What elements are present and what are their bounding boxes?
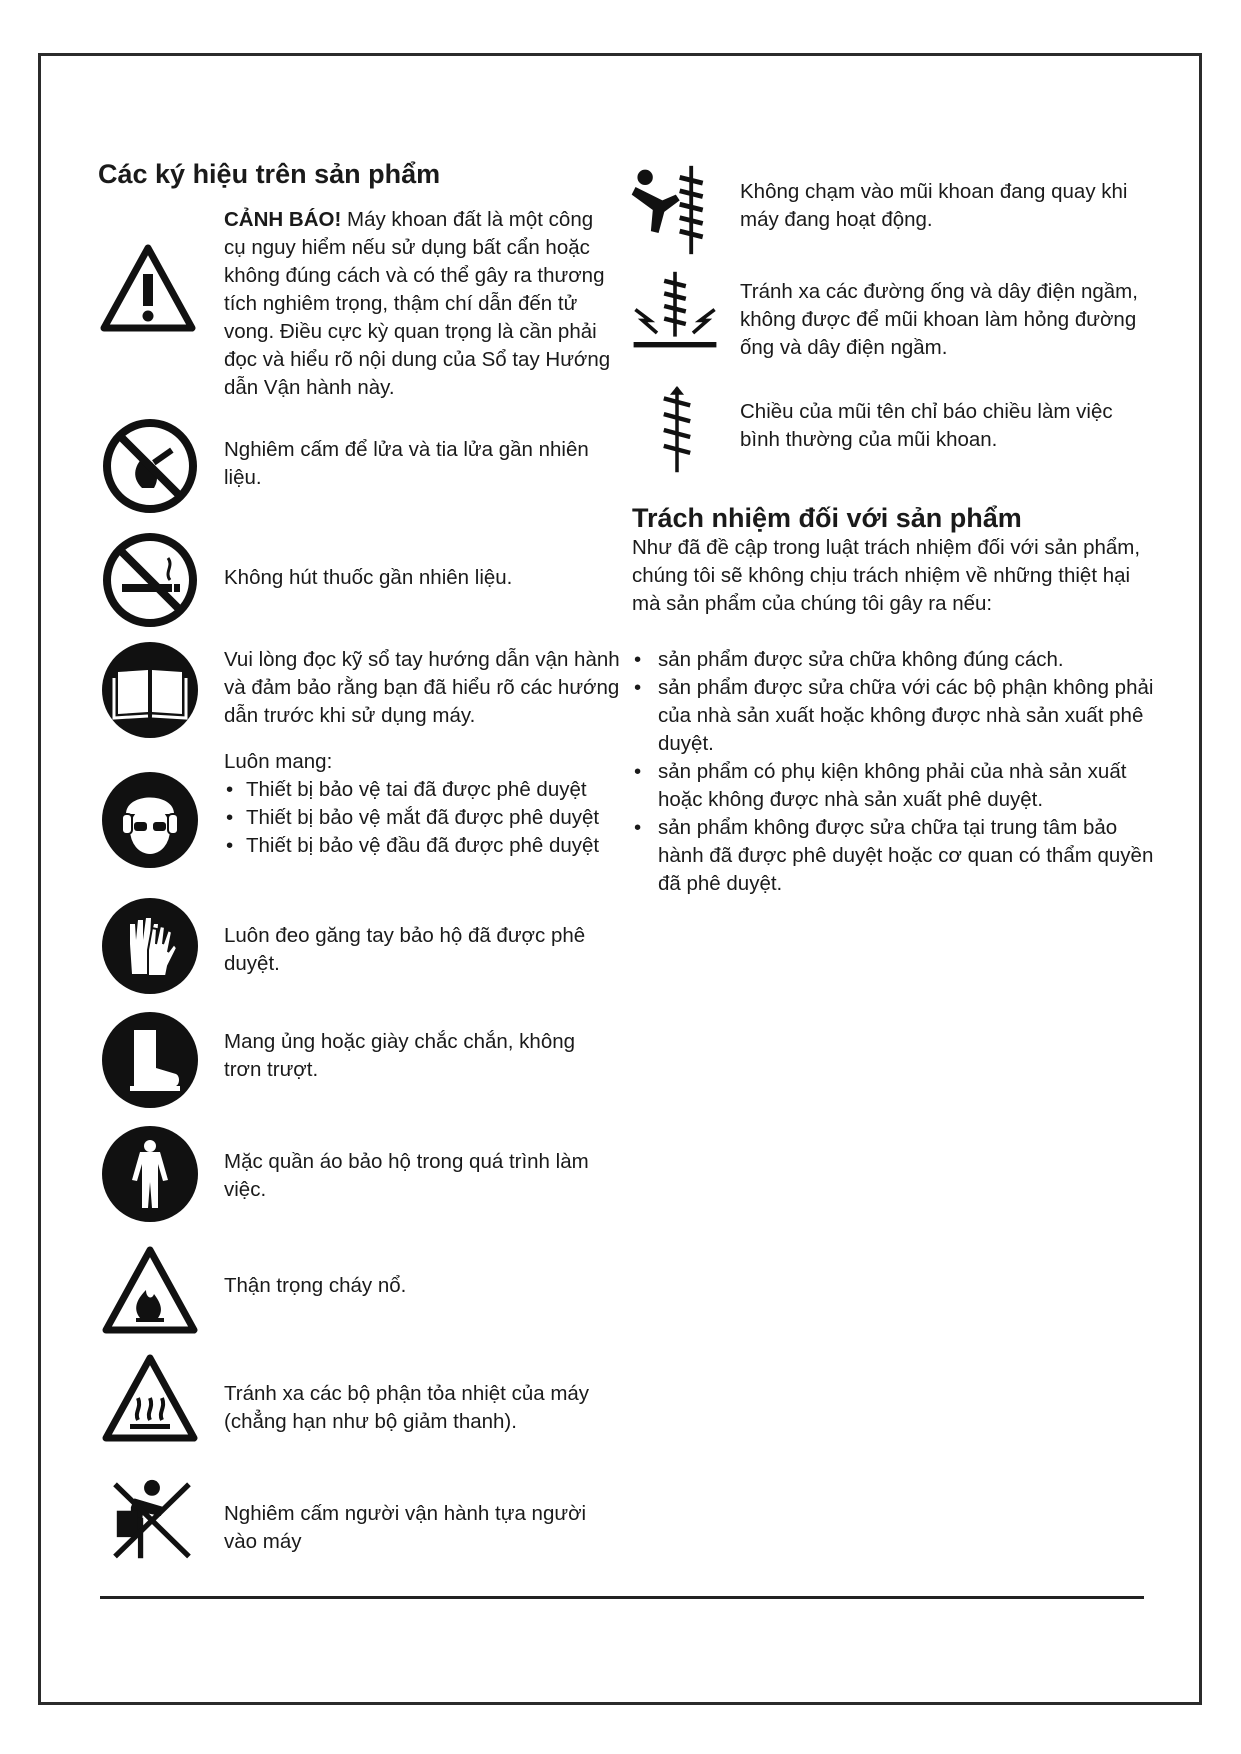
no-lean-text: Nghiêm cấm người vận hành tựa người vào máy (224, 1502, 587, 1553)
warning-triangle-icon (98, 240, 198, 340)
liability-list (632, 646, 1154, 898)
list-item: • sản phẩm được sửa chữa không đúng cách. (632, 646, 1154, 674)
symbols-heading: Các ký hiệu trên sản phẩm (98, 159, 441, 189)
safety-boots-icon (100, 1010, 200, 1110)
gloves-text: Luôn đeo găng tay bảo hộ đã được phê duyệt. (224, 924, 586, 975)
underground-text: Tránh xa các đường ống và dây điện ngầm, không được để mũi khoan làm hỏng đường ống và dây điện ngầm. (740, 280, 1138, 359)
ppe-head-icon (100, 770, 200, 870)
no-touch-bit-icon (624, 162, 720, 258)
explosion-text: Thận trọng cháy nổ. (224, 1274, 407, 1297)
liability-intro: Như đã đề cập trong luật trách nhiệm đối với sản phẩm, chúng tôi sẽ không chịu trách nhiệm về những thiệt hại mà sản phẩm của chúng tôi gây ra nếu: (632, 536, 1141, 615)
liability-heading: Trách nhiệm đối với sản phẩm (632, 503, 1022, 533)
hot-parts-text: Tránh xa các bộ phận tỏa nhiệt của máy (chẳng hạn như bộ giảm thanh). (224, 1382, 590, 1433)
protective-clothing-icon (100, 1124, 200, 1224)
no-smoking-icon (100, 530, 200, 630)
list-item: • Thiết bị bảo vệ mắt đã được phê duyệt (224, 804, 624, 832)
read-manual-icon (100, 640, 200, 740)
explosion-warning-icon (100, 1242, 200, 1342)
list-item: • sản phẩm có phụ kiện không phải của nhà sản xuất hoặc không được nhà sản xuất phê duyệt. (632, 758, 1154, 814)
ppe-list (224, 776, 624, 860)
no-touch-text: Không chạm vào mũi khoan đang quay khi máy đang hoạt động. (740, 180, 1128, 231)
clothing-text: Mặc quần áo bảo hộ trong quá trình làm việc. (224, 1150, 589, 1201)
underground-lines-icon (630, 270, 720, 360)
boots-text: Mang ủng hoặc giày chắc chắn, không trơn trượt. (224, 1030, 576, 1081)
bottom-divider (100, 1596, 1144, 1599)
hot-surface-icon (100, 1350, 200, 1450)
direction-text: Chiều của mũi tên chỉ báo chiều làm việc bình thường của mũi khoan. (740, 400, 1113, 451)
no-fire-text: Nghiêm cấm để lửa và tia lửa gần nhiên liệu. (224, 438, 589, 489)
list-item: • Thiết bị bảo vệ đầu đã được phê duyệt (224, 832, 624, 860)
warning-text (224, 206, 612, 402)
list-item: • sản phẩm được sửa chữa với các bộ phận không phải của nhà sản xuất hoặc không được nhà sản xuất phê duyệt. (632, 674, 1154, 758)
list-item: • Thiết bị bảo vệ tai đã được phê duyệt (224, 776, 624, 804)
list-item: • sản phẩm không được sửa chữa tại trung tâm bảo hành đã được phê duyệt hoặc cơ quan có thẩm quyền đã phê duyệt. (632, 814, 1154, 898)
no-smoking-text: Không hút thuốc gần nhiên liệu. (224, 566, 513, 589)
no-leaning-icon (108, 1470, 196, 1562)
gloves-icon (100, 896, 200, 996)
warning-body: Máy khoan đất là một công cụ nguy hiểm nếu sử dụng bất cẩn hoặc không đúng cách và có thể gây ra thương tích nghiêm trọng, thậm chí dẫn đến tử vong. Điều cực kỳ quan trọng là cần phải đọc và hiểu rõ nội dung của Sổ tay Hướng dẫn Vận hành này. (224, 208, 611, 399)
drill-direction-icon (652, 386, 702, 474)
warning-label: CẢNH BÁO! (224, 208, 342, 231)
read-manual-text: Vui lòng đọc kỹ sổ tay hướng dẫn vận hành và đảm bảo rằng bạn đã hiểu rõ các hướng dẫn trước khi sử dụng máy. (224, 648, 620, 727)
ppe-intro: Luôn mang: (224, 750, 333, 773)
no-open-flame-icon (100, 416, 200, 516)
